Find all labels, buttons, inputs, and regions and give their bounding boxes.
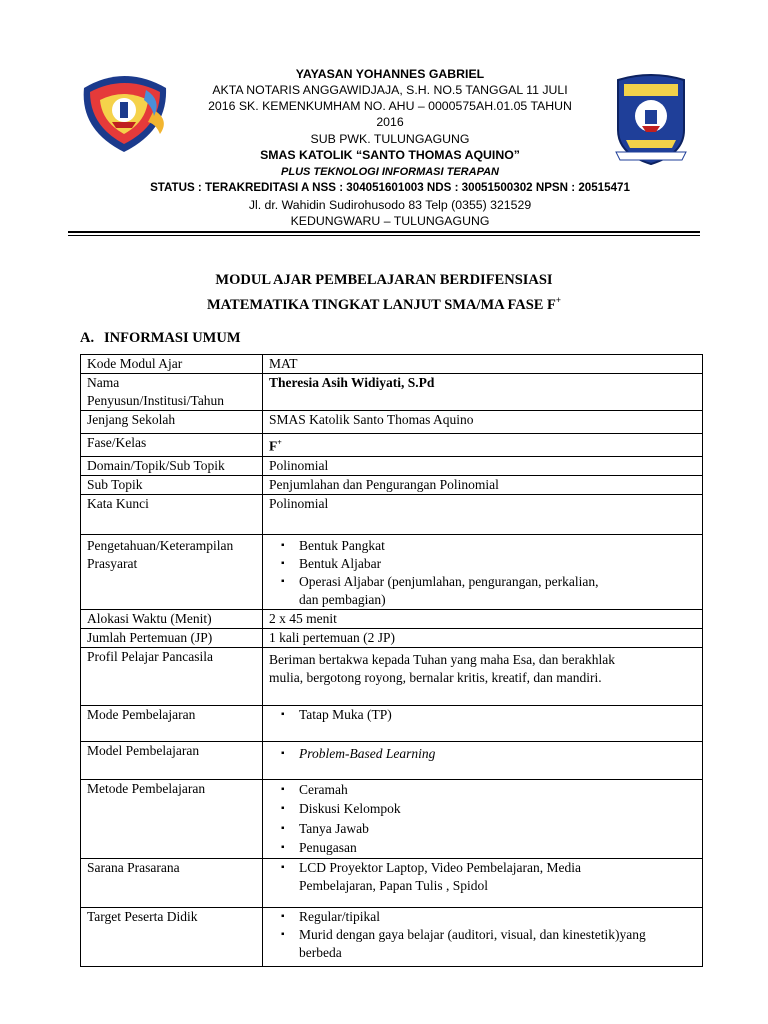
document-title-line-1: MODUL AJAR PEMBELAJARAN BERDIFENSIASI xyxy=(215,272,553,288)
mode-list xyxy=(269,706,696,724)
list-item: ▪ Tanya Jawab xyxy=(281,819,696,839)
row-label: Pengetahuan/Keterampilan Prasyarat xyxy=(81,534,263,609)
list-item: ▪ Operasi Aljabar (penjumlahan, pengurangan, perkalian, dan pembagian) xyxy=(281,573,696,609)
table-row xyxy=(81,779,703,858)
school-status: STATUS : TERAKREDITASI A NSS : 304051601003 NDS : 30051500302 NPSN : 20515471 xyxy=(150,181,630,194)
row-label: Domain/Topik/Sub Topik xyxy=(81,456,263,475)
sarana-list xyxy=(269,859,696,895)
letterhead-rule-thin xyxy=(68,235,700,236)
row-value: Penjumlahan dan Pengurangan Polinomial xyxy=(263,475,703,494)
list-item: ▪ Bentuk Aljabar xyxy=(281,555,696,573)
table-row xyxy=(81,647,703,705)
notary-line-2: 2016 SK. KEMENKUMHAM NO. AHU – 0000575AH.01.05 TAHUN xyxy=(208,99,572,113)
row-value xyxy=(263,741,703,779)
school-address: Jl. dr. Wahidin Sudirohusodo 83 Telp (0355) 321529 xyxy=(248,198,532,212)
row-label: Fase/Kelas xyxy=(81,434,263,457)
row-value: Beriman bertakwa kepada Tuhan yang maha Esa, dan berakhlak mulia, bergotong royong, bernalar kritis, kreatif, dan mandiri. xyxy=(263,647,703,705)
document-title-line-2: MATEMATIKA TINGKAT LANJUT SMA/MA FASE F+ xyxy=(206,295,562,313)
row-value: Polinomial xyxy=(263,456,703,475)
row-label: Profil Pelajar Pancasila xyxy=(81,647,263,705)
table-row xyxy=(81,411,703,434)
table-row xyxy=(81,628,703,647)
list-item: ▪ Diskusi Kelompok xyxy=(281,799,696,819)
table-row xyxy=(81,475,703,494)
table-row xyxy=(81,456,703,475)
row-label: Kode Modul Ajar xyxy=(81,355,263,374)
table-row xyxy=(81,741,703,779)
list-item: ▪ Murid dengan gaya belajar (auditori, visual, dan kinestetik)yang berbeda xyxy=(281,926,696,962)
row-label: Kata Kunci xyxy=(81,494,263,534)
table-row xyxy=(81,534,703,609)
row-label: Target Peserta Didik xyxy=(81,907,263,966)
row-value: 2 x 45 menit xyxy=(263,609,703,628)
table-row xyxy=(81,858,703,907)
row-value xyxy=(263,705,703,741)
row-label: Mode Pembelajaran xyxy=(81,705,263,741)
model-list xyxy=(269,745,696,763)
row-value xyxy=(263,907,703,966)
row-value: Theresia Asih Widiyati, S.Pd xyxy=(263,374,703,411)
row-value: MAT xyxy=(263,355,703,374)
table-row xyxy=(81,355,703,374)
row-value: Polinomial xyxy=(263,494,703,534)
prasyarat-list xyxy=(269,537,696,609)
notary-line-1: AKTA NOTARIS ANGGAWIDJAJA, S.H. NO.5 TANGGAL 11 JULI xyxy=(212,83,568,97)
school-name: SMAS KATOLIK “SANTO THOMAS AQUINO” xyxy=(260,148,520,162)
table-row xyxy=(81,705,703,741)
list-item: ▪ LCD Proyektor Laptop, Video Pembelajaran, Media Pembelajaran, Papan Tulis , Spidol xyxy=(281,859,696,895)
row-label: Metode Pembelajaran xyxy=(81,779,263,858)
sub-pwk: SUB PWK. TULUNGAGUNG xyxy=(310,132,470,146)
section-heading: A. INFORMASI UMUM xyxy=(80,330,241,346)
school-tagline: PLUS TEKNOLOGI INFORMASI TERAPAN xyxy=(281,166,499,178)
table-row xyxy=(81,374,703,411)
row-value: SMAS Katolik Santo Thomas Aquino xyxy=(263,411,703,434)
row-label: Model Pembelajaran xyxy=(81,741,263,779)
list-item: ▪ Regular/tipikal xyxy=(281,908,696,926)
row-label: Sub Topik xyxy=(81,475,263,494)
list-item: ▪ Ceramah xyxy=(281,780,696,800)
row-value xyxy=(263,779,703,858)
list-item: ▪ Tatap Muka (TP) xyxy=(281,706,696,724)
target-list xyxy=(269,908,696,962)
list-item: ▪ Problem-Based Learning xyxy=(281,745,696,763)
notary-line-3: 2016 xyxy=(376,115,404,129)
info-table xyxy=(80,354,703,967)
row-value xyxy=(263,858,703,907)
row-value: F+ xyxy=(263,434,703,457)
row-label: Nama Penyusun/Institusi/Tahun xyxy=(81,374,263,411)
row-label: Alokasi Waktu (Menit) xyxy=(81,609,263,628)
school-city: KEDUNGWARU – TULUNGAGUNG xyxy=(290,214,490,228)
table-row xyxy=(81,494,703,534)
row-label: Jumlah Pertemuan (JP) xyxy=(81,628,263,647)
table-row xyxy=(81,434,703,457)
letterhead-rule-thick xyxy=(68,231,700,233)
row-value: 1 kali pertemuan (2 JP) xyxy=(263,628,703,647)
row-value xyxy=(263,534,703,609)
list-item: ▪ Penugasan xyxy=(281,838,696,858)
list-item: ▪ Bentuk Pangkat xyxy=(281,537,696,555)
table-row xyxy=(81,907,703,966)
metode-list xyxy=(269,780,696,858)
row-label: Sarana Prasarana xyxy=(81,858,263,907)
row-label: Jenjang Sekolah xyxy=(81,411,263,434)
foundation-name: YAYASAN YOHANNES GABRIEL xyxy=(295,67,485,81)
table-row xyxy=(81,609,703,628)
